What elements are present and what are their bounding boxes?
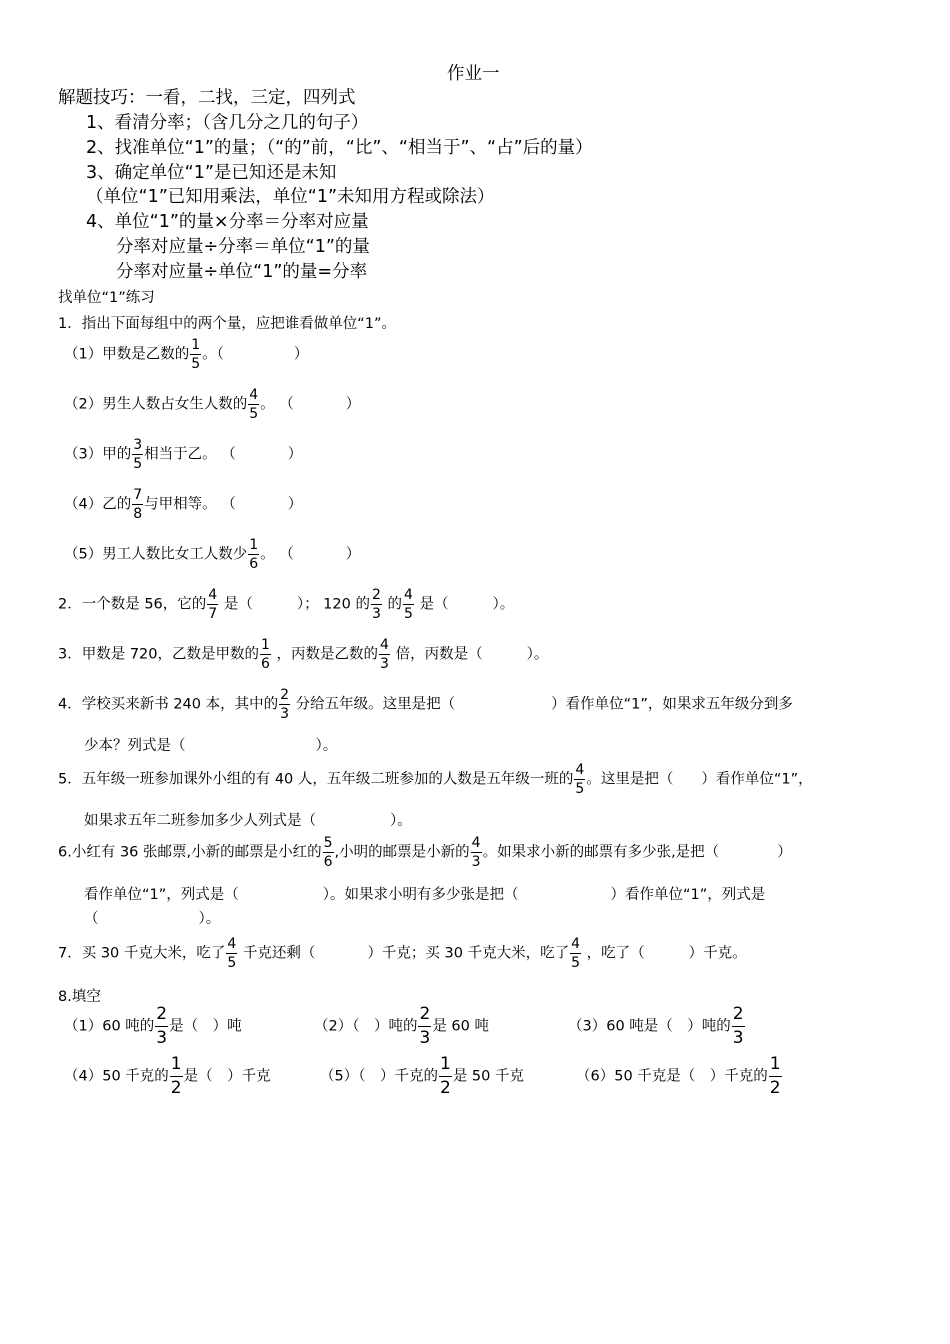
denominator: 3 <box>732 1028 744 1048</box>
fraction <box>574 763 585 796</box>
item-text: ,小明的邮票是小新的 <box>334 844 470 861</box>
denominator: 3 <box>380 656 389 672</box>
denominator: 5 <box>575 781 585 797</box>
item-text: ，吃了（ <box>586 945 645 962</box>
page-title: 作业一 <box>447 64 500 84</box>
item-text: 6.小红有 36 张邮票,小新的邮票是小红的 <box>58 844 322 861</box>
item-text: （ <box>84 911 99 927</box>
question-8-item-1 <box>64 1006 242 1047</box>
denominator: 6 <box>261 656 270 672</box>
tip-4-formula-2: 分率对应量÷分率＝单位“1”的量 <box>116 237 370 257</box>
item-text: ）千克。 <box>688 945 747 962</box>
fraction <box>379 638 390 671</box>
denominator: 5 <box>191 356 201 372</box>
fraction <box>418 1006 431 1047</box>
item-text: 。如果求小新的邮票有多少张,是把（ <box>482 844 720 861</box>
question-5-line-1 <box>58 763 813 796</box>
item-text: 5．五年级一班参加课外小组的有 40 人，五年级二班参加的人数是五年级一班的 <box>58 771 574 788</box>
item-text: 。（ <box>202 346 224 363</box>
question-1-item-5 <box>64 538 360 571</box>
denominator: 5 <box>249 406 259 422</box>
item-text: ） <box>287 496 303 513</box>
numerator: 4 <box>208 587 218 603</box>
question-1-item-4 <box>64 488 302 521</box>
item-text: （4）乙的 <box>64 496 132 513</box>
denominator: 5 <box>227 955 237 971</box>
item-text: （5）（ ）千克的 <box>320 1068 438 1085</box>
item-text: （1）60 吨的 <box>64 1018 155 1035</box>
numerator: 2 <box>732 1006 745 1027</box>
item-text: ） <box>345 396 361 413</box>
fraction <box>403 588 414 621</box>
question-4-line-1 <box>58 688 793 721</box>
denominator: 2 <box>170 1078 182 1098</box>
denominator: 2 <box>439 1078 451 1098</box>
item-text: 是（ <box>419 596 449 613</box>
fraction <box>260 638 271 671</box>
item-text: ）千克；买 30 千克大米，吃了 <box>367 945 570 962</box>
fraction <box>132 438 143 471</box>
item-text: 7．买 30 千克大米，吃了 <box>58 945 226 962</box>
item-text: 倍，丙数是（ <box>395 646 483 663</box>
fraction <box>371 588 382 621</box>
question-1-item-2 <box>64 388 360 421</box>
numerator: 2 <box>371 587 381 603</box>
numerator: 7 <box>133 487 143 503</box>
fraction <box>207 588 218 621</box>
numerator: 2 <box>280 687 290 703</box>
fraction <box>226 937 237 970</box>
fraction <box>570 937 581 970</box>
question-8-heading: 8.填空 <box>58 989 101 1005</box>
tip-1: 1、看清分率；（含几分之几的句子） <box>86 113 369 133</box>
item-text: 3．甲数是 720，乙数是甲数的 <box>58 646 260 663</box>
denominator: 5 <box>571 955 581 971</box>
item-text: ）。如果求小明有多少张是把（ <box>322 887 519 903</box>
denominator: 6 <box>323 854 333 870</box>
numerator: 2 <box>155 1006 168 1027</box>
item-text: ）。 <box>315 738 338 754</box>
question-1-stem: 1．指出下面每组中的两个量，应把谁看做单位“1”。 <box>58 316 396 332</box>
fraction <box>190 338 201 371</box>
fraction <box>248 388 259 421</box>
denominator: 3 <box>371 606 381 622</box>
question-8-item-5 <box>320 1056 524 1097</box>
denominator: 5 <box>404 606 413 622</box>
denominator: 6 <box>249 556 259 572</box>
denominator: 3 <box>419 1028 431 1048</box>
fraction <box>732 1006 745 1047</box>
denominator: 3 <box>471 854 481 870</box>
item-text: ）； 120 的 <box>296 596 370 613</box>
numerator: 1 <box>439 1056 452 1077</box>
item-text: 是 50 千克 <box>452 1068 524 1085</box>
numerator: 4 <box>380 637 389 653</box>
numerator: 4 <box>227 936 237 952</box>
numerator: 3 <box>133 437 143 453</box>
question-2 <box>58 588 514 621</box>
question-5-line-2 <box>84 809 412 830</box>
tip-4: 4、单位“1”的量×分率＝分率对应量 <box>86 212 369 232</box>
fraction <box>323 836 334 869</box>
numerator: 5 <box>323 835 333 851</box>
denominator: 5 <box>133 456 143 472</box>
question-3 <box>58 638 548 671</box>
question-6-line-2 <box>84 883 765 904</box>
numerator: 4 <box>575 762 585 778</box>
question-4-line-2 <box>84 734 337 755</box>
denominator: 3 <box>280 706 290 722</box>
question-7 <box>58 937 747 970</box>
numerator: 1 <box>769 1056 782 1077</box>
fraction <box>155 1006 168 1047</box>
item-text: 少本？列式是（ <box>84 738 186 754</box>
practice-heading: 找单位“1”练习 <box>58 290 155 306</box>
item-text: 如果求五年二班参加多少人列式是（ <box>84 813 316 829</box>
item-text: ）。 <box>526 646 549 663</box>
numerator: 1 <box>249 537 259 553</box>
tip-4-formula-3: 分率对应量÷单位“1”的量=分率 <box>116 262 368 282</box>
tips-heading: 解题技巧：一看，二找，三定，四列式 <box>58 88 356 108</box>
fraction <box>248 538 259 571</box>
item-text: ） <box>293 346 309 363</box>
question-6-line-1 <box>58 836 792 869</box>
numerator: 4 <box>471 835 481 851</box>
fraction <box>170 1056 183 1097</box>
item-text: （5）男工人数比女工人数少 <box>64 546 248 563</box>
item-text: 。这里是把（ <box>586 771 674 788</box>
denominator: 7 <box>208 606 218 622</box>
item-text: （3）甲的 <box>64 446 132 463</box>
item-text: 的 <box>387 596 403 613</box>
item-text: 是（ ）吨 <box>169 1018 242 1035</box>
numerator: 1 <box>191 337 201 353</box>
item-text: 是（ <box>223 596 253 613</box>
question-8-item-4 <box>64 1056 271 1097</box>
question-1-item-3 <box>64 438 302 471</box>
item-text: 分给五年级。这里是把（ <box>295 696 456 713</box>
tip-3-note: （单位“1”已知用乘法，单位“1”未知用方程或除法） <box>86 187 495 207</box>
denominator: 2 <box>769 1078 781 1098</box>
item-text: 是 60 吨 <box>432 1018 489 1035</box>
question-6-line-3 <box>84 907 220 928</box>
item-text: 看作单位“1”，列式是（ <box>84 887 239 903</box>
item-text: ）。 <box>198 911 221 927</box>
question-8-item-6 <box>576 1056 783 1097</box>
item-text: 相当于乙。 （ <box>144 446 236 463</box>
item-text: （2）男生人数占女生人数的 <box>64 396 248 413</box>
numerator: 1 <box>261 637 270 653</box>
item-text: （6）50 千克是（ ）千克的 <box>576 1068 768 1085</box>
question-8-item-2 <box>314 1006 489 1047</box>
numerator: 4 <box>404 587 413 603</box>
item-text: ）。 <box>390 813 412 829</box>
item-text: ，丙数是乙数的 <box>276 646 379 663</box>
item-text: 与甲相等。 （ <box>144 496 236 513</box>
item-text: 是（ ）千克 <box>183 1068 271 1085</box>
item-text: ）看作单位“1”，列式是 <box>610 887 766 903</box>
fraction <box>769 1056 782 1097</box>
item-text: ） <box>777 844 792 861</box>
numerator: 4 <box>571 936 581 952</box>
item-text: ）。 <box>492 596 515 613</box>
item-text: 千克还剩（ <box>242 945 316 962</box>
item-text: ）看作单位“1”，如果求五年级分到多 <box>551 696 793 713</box>
fraction <box>471 836 482 869</box>
numerator: 2 <box>418 1006 431 1027</box>
question-1-item-1 <box>64 338 308 371</box>
item-text: 。 （ <box>260 546 294 563</box>
item-text: （3）60 吨是（ ）吨的 <box>568 1018 731 1035</box>
item-text: （4）50 千克的 <box>64 1068 169 1085</box>
item-text: 4．学校买来新书 240 本，其中的 <box>58 696 279 713</box>
tip-2: 2、找准单位“1”的量；（“的”前，“比”、“相当于”、“占”后的量） <box>86 138 593 158</box>
item-text: （2）（ ）吨的 <box>314 1018 418 1035</box>
denominator: 3 <box>156 1028 168 1048</box>
numerator: 1 <box>170 1056 183 1077</box>
fraction <box>439 1056 452 1097</box>
item-text: ） <box>287 446 303 463</box>
fraction <box>132 488 143 521</box>
question-8-item-3 <box>568 1006 746 1047</box>
item-text: 。 （ <box>260 396 294 413</box>
numerator: 4 <box>249 387 259 403</box>
fraction <box>279 688 290 721</box>
item-text: ）看作单位“1”， <box>701 771 813 788</box>
tip-3: 3、确定单位“1”是已知还是未知 <box>86 163 337 183</box>
denominator: 8 <box>133 506 143 522</box>
item-text: ） <box>345 546 361 563</box>
item-text: （1）甲数是乙数的 <box>64 346 190 363</box>
item-text: 2．一个数是 56，它的 <box>58 596 207 613</box>
